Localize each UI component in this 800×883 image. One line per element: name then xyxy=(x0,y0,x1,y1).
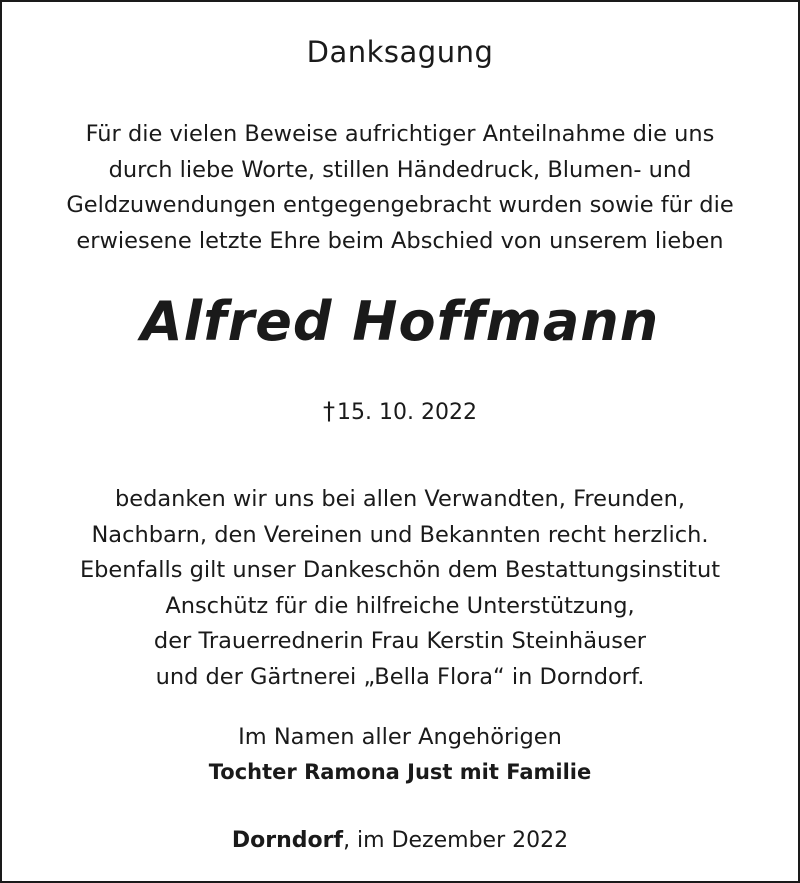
intro-line: Für die vielen Beweise aufrichtiger Anteilnahme die uns xyxy=(85,121,715,147)
thanks-line: der Trauerrednerin Frau Kerstin Steinhäuser xyxy=(153,628,647,654)
closing-place: Dorndorf xyxy=(231,828,344,853)
closing-line xyxy=(2,830,798,852)
cross-icon: † xyxy=(323,397,336,425)
on-behalf-text: Im Namen aller Angehörigen xyxy=(238,724,562,750)
signatory: Tochter Ramona Just mit Familie xyxy=(208,760,592,784)
death-date: 15. 10. 2022 xyxy=(337,400,477,425)
thanks-paragraph xyxy=(2,482,798,695)
thanks-line: Anschütz für die hilfreiche Unterstützung, xyxy=(165,592,635,619)
intro-line: erwiesene letzte Ehre beim Abschied von unserem lieben xyxy=(76,227,724,254)
intro-paragraph xyxy=(2,117,798,259)
thanks-line: Ebenfalls gilt unser Dankeschön dem Bestattungsinstitut xyxy=(79,557,721,583)
closing-date: , im Dezember 2022 xyxy=(343,828,569,853)
intro-line: durch liebe Worte, stillen Händedruck, Blumen- und xyxy=(108,156,692,183)
death-date-line xyxy=(2,399,798,424)
thanks-line: bedanken wir uns bei allen Verwandten, Freunden, xyxy=(114,486,686,512)
notice-heading: Danksagung xyxy=(306,35,494,69)
thanks-line: Nachbarn, den Vereinen und Bekannten recht herzlich. xyxy=(91,521,709,548)
intro-line: Geldzuwendungen entgegengebracht wurden sowie für die xyxy=(66,192,734,218)
deceased-name: Alfred Hoffmann xyxy=(140,290,660,353)
thanks-line: und der Gärtnerei „Bella Flora“ in Dorndorf. xyxy=(155,663,645,690)
